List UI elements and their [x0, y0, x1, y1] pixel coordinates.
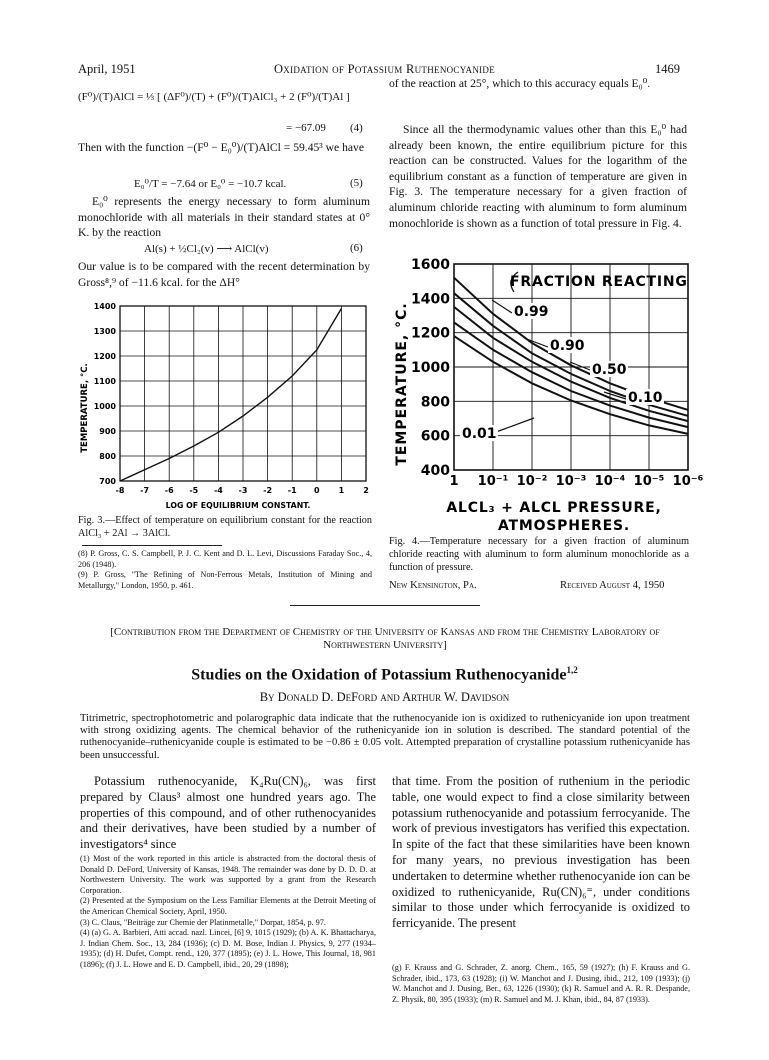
fig3-curve — [120, 309, 341, 482]
figure-4-chart — [392, 256, 704, 534]
fig4-curve-label: 0.90 — [550, 338, 585, 354]
abstract: Titrimetric, spectrophotometric and polarographic data indicate that the ruthenocyanide ion is oxidized to ruthenicyanide ion upon treatment with strong oxidizing agents. The chemical behavior of the ruthenicyanide ion in solution is described. The standard potential of the ruthenocyanide–ruthenicyanide couple is estimated to be −0.86 ± 0.05 volt. Attempted preparation of crystalline potassium ruthenicyanide has been unsuccessful. — [80, 713, 690, 761]
equation-6: Al(s) + ½Cl₂(v) ⟶ AlCl(v) — [144, 243, 269, 255]
fig4-legend-title: FRACTION REACTING — [510, 274, 688, 290]
fig3-ytick-label: 900 — [99, 427, 116, 436]
figure-3-chart — [78, 296, 374, 512]
article-title-text: Studies on the Oxidation of Potassium Ruthenocyanide — [191, 666, 567, 684]
fig3-ytick-label: 1000 — [93, 402, 116, 411]
footnote-9: (9) P. Gross, "The Refining of Non-Ferrous Metals, Institution of Mining and Metallurgy," London, 1950, p. 461. — [78, 570, 372, 590]
fig4-label-leader — [496, 418, 534, 432]
fig4-ticks — [411, 257, 704, 489]
fig3-xtick-label: -8 — [115, 486, 125, 495]
equation-4-number: (4) — [350, 122, 363, 134]
fig4-xtick-label: 10⁻⁶ — [672, 474, 704, 489]
fig4-xtick-label: 10⁻² — [516, 474, 548, 489]
footnote-3: (3) C. Claus, "Beiträge zur Chemie der Platinmetalle," Dorpat, 1854, p. 97. — [80, 917, 326, 927]
fig3-ytick-label: 700 — [99, 477, 116, 486]
fig3-ytick-label: 1300 — [93, 327, 116, 336]
fig4-ytick-label: 1400 — [411, 291, 450, 308]
fig4-ytick-label: 800 — [420, 394, 450, 411]
footnote-4: (4) (a) G. A. Barbieri, Atti accad. nazl. Lincei, [6] 9, 1015 (1929); (b) A. K. Bhattacharya, J. Indian Chem. Soc., 13, 284 (1936); (c) D. M. Bose, Indian J. Physics, 9, 277 (1934–1935); (d) H. Dufet, Compt. rend., 120, 377 (1895); (e) J. L. Howe, This Journal, 18, 981 (1896); (f) J. L. Howe and E. D. Campbell, ibid., 20, 29 (1898); — [80, 928, 376, 969]
fig3-xlabel: LOG OF EQUILIBRIUM CONSTANT. — [165, 501, 311, 510]
fig4-ytick-label: 600 — [420, 428, 450, 445]
fig3-xtick-label: -5 — [189, 486, 199, 495]
fig3-caption: Fig. 3.—Effect of temperature on equilibrium constant for the reaction AlCl₃ + 2Al → 3AlCl. — [78, 515, 372, 539]
contribution-line: [Contribution from the Department of Chemistry of the University of Kansas and from the Chemistry Laboratory of Northwestern University] — [110, 626, 660, 651]
fig3-grid — [120, 306, 366, 481]
fig3-xtick-label: 1 — [338, 486, 345, 495]
fig3-xtick-label: -7 — [140, 486, 150, 495]
fig4-xlabel-1: ALCL₃ + ALCL PRESSURE, — [446, 500, 662, 516]
section-divider — [290, 605, 480, 606]
fig4-label-leader — [492, 300, 512, 313]
footnotes-bottom-right: (g) F. Krauss and G. Schrader, Z. anorg. Chem., 165, 59 (1927); (h) F. Krauss and G. Schrader, ibid., 173, 63 (1928); (i) W. Manchot and J. Dusing, ibid., 212, 109 (1933); (j) W. Manchot and J. Dusing, Ber., 63, 1226 (1930); (k) R. Samuel and A. R. R. Despande, Z. Physik, 80, 395 (1933); (m) R. Samuel and M. J. Khan, ibid., 84, 87 (1933). — [392, 963, 690, 1004]
fig3-xtick-label: 0 — [314, 486, 320, 495]
fig3-xtick-label: -4 — [213, 486, 223, 495]
footnote-2: (2) Presented at the Symposium on the Less Familiar Elements at the Detroit Meeting of the American Chemical Society, April, 1950. — [80, 896, 376, 916]
article-authors: By Donald D. DeFord and Arthur W. Davidson — [259, 690, 510, 704]
fig3-xtick-label: -3 — [238, 486, 248, 495]
header-page: 1469 — [655, 62, 680, 76]
fig4-xtick-label: 1 — [449, 474, 459, 489]
footnote-rule-top — [82, 545, 222, 546]
footnote-8: (8) P. Gross, C. S. Campbell, P. J. C. Kent and D. L. Levi, Discussions Faraday Soc., 4, 206 (1948). — [78, 549, 372, 569]
article-title — [0, 665, 769, 684]
fig4-xtick-label: 10⁻¹ — [477, 474, 509, 489]
fig3-ytick-label: 1200 — [93, 352, 116, 361]
left-paragraph-3: Our value is to be compared with the recent determination by Gross⁸,⁹ of −11.6 kcal. for the ΔH° — [78, 260, 370, 289]
equation-6-number: (6) — [350, 242, 363, 254]
footnotes-top-left — [78, 549, 372, 591]
article-title-footnote-marks: 1,2 — [566, 665, 578, 675]
fig4-ytick-label: 1000 — [411, 360, 450, 376]
left-paragraph-2: E₀⁰ represents the energy necessary to form aluminum monochloride with all materials in their standard states at 0° K. by the reaction — [78, 195, 370, 240]
left-paragraph-1: Then with the function −(F⁰ − E₀⁰)/(T)AlCl = 59.45³ we have — [78, 141, 364, 154]
fig4-ytick-label: 1600 — [411, 257, 450, 273]
fig4-xtick-label: 10⁻³ — [555, 474, 587, 489]
equation-5-number: (5) — [350, 177, 363, 189]
right-paragraph-2: Since all the thermodynamic values other than this E₀⁰ had already been known, the entire equilibrium picture for this reaction can be constructed. Values for the logarithm of the equilibrium constant as a function of temperature are given in Fig. 3. The temperature necessary for a given fraction of aluminum chloride reacting with aluminum to form aluminum monochloride is shown as a function of total pressure in Fig. 4. — [389, 123, 687, 230]
equation-4-rhs: = −67.09 — [286, 122, 326, 134]
fig3-ytick-label: 1400 — [93, 302, 116, 311]
fig4-curve-labels — [460, 272, 664, 442]
fig3-xtick-label: -1 — [287, 486, 297, 495]
body-right: that time. From the position of ruthenium in the periodic table, one would expect to find a close similarity between potassium ruthenocyanide and potassium ferrocyanide. The work of previous investigators has verified this expectation. In spite of the fact that these similarities have been known for many years, no previous investigation has been undertaken to determine whether ruthenocyanide ion can be oxidized to ruthenicyanide, Ru(CN)₆⁼, under conditions similar to those under which ferrocyanide is oxidized to ferricyanide. The present — [392, 774, 690, 931]
fig4-curve-label: 0.50 — [592, 362, 627, 378]
right-paragraph-1: of the reaction at 25°, which to this accuracy equals E₀⁰. — [389, 77, 651, 90]
body-left: Potassium ruthenocyanide, K₄Ru(CN)₆, was first prepared by Claus³ almost one hundred years ago. The properties of this compound, and of other ruthenocyanides and their derivatives, have been studied by a number of investigators⁴ since — [80, 774, 376, 852]
fig3-ytick-label: 800 — [99, 452, 116, 461]
header-date: April, 1951 — [78, 62, 136, 76]
fig4-xtick-label: 10⁻⁵ — [633, 474, 665, 489]
footnote-1: (1) Most of the work reported in this article is abstracted from the doctoral thesis of Donald D. DeFord, University of Kansas, 1948. The remainder was done by D. D. D. at Northwestern University. The work was supported by a grant from the Research Corporation. — [80, 854, 376, 895]
fig4-ytick-label: 1200 — [411, 325, 450, 342]
fig4-xlabel-2: ATMOSPHERES. — [497, 518, 631, 534]
footnotes-bottom-left — [80, 854, 376, 971]
fig3-ylabel: TEMPERATURE, °C. — [80, 363, 90, 453]
location: New Kensington, Pa. — [389, 580, 477, 591]
fig4-curve-label: 0.10 — [628, 390, 663, 406]
fig4-xtick-label: 10⁻⁴ — [594, 474, 626, 489]
equation-4-lhs: (F⁰)/(T)AlCl = ⅓ [ (ΔF⁰)/(T) + (F⁰)/(T)AlCl₃ + 2 (F⁰)/(T)Al ] — [78, 91, 350, 103]
fig3-xtick-label: -6 — [164, 486, 174, 495]
fig4-caption: Fig. 4.—Temperature necessary for a given fraction of aluminum chloride reacting with aluminum to form aluminum monochloride as a function of pressure. — [389, 536, 689, 573]
received-date: Received August 4, 1950 — [560, 580, 665, 591]
fig4-ytick-label: 400 — [420, 463, 450, 479]
fig3-ytick-label: 1100 — [93, 377, 116, 386]
fig4-curve-label: 0.01 — [462, 426, 497, 442]
fig3-xtick-label: 2 — [363, 486, 369, 495]
header-title: Oxidation of Potassium Ruthenocyanide — [273, 62, 496, 76]
fig4-curve-label: 0.99 — [514, 304, 549, 320]
fig3-xtick-label: -2 — [263, 486, 273, 495]
fig4-ylabel: TEMPERATURE, °C. — [394, 302, 410, 466]
equation-5: E₀⁰/T = −7.64 or E₀⁰ = −10.7 kcal. — [134, 178, 287, 190]
